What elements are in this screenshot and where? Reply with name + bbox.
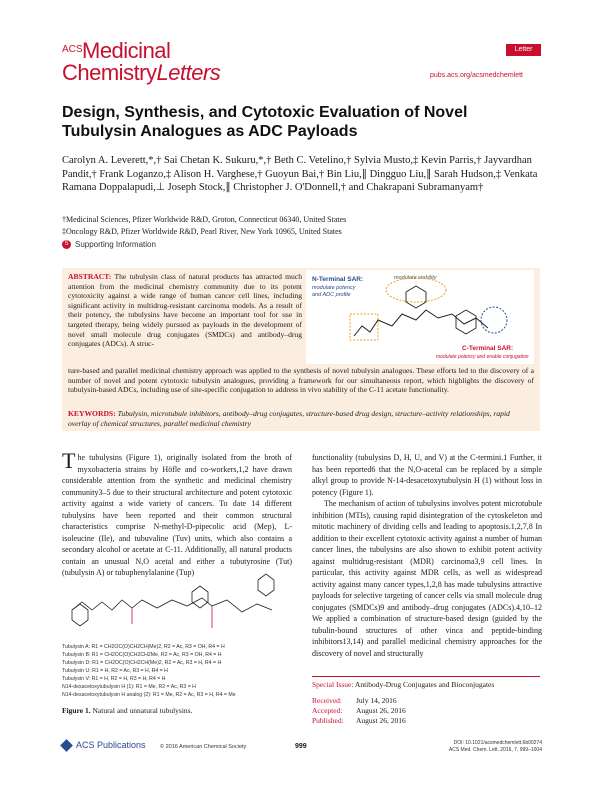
affiliation-1: †Medicinal Sciences, Pfizer Worldwide R&D, Groton, Connecticut 06340, United States [62,215,347,224]
fig1-line-3: Tubulysin D: R1 = CH2OC(O)CH2CH(Me)2, R2 = Ac, R3 = H, R4 = H [62,660,222,666]
keywords [68,409,534,428]
logo-chemistry: Chemistry [62,60,157,85]
supporting-label: Supporting Information [75,240,156,249]
body-right-paragraph-2: The mechanism of action of tubulysins involves potent microtubule inhibition (MTIs), causing rapid disintegration of the cytoskeleton and mitotic machinery of dividing cells and leading to apoptosis.1,2,7,8 In addition to their excellent cytotoxic activity against a number of human cancer lines, the tubulysins are also shown to exhibit potent activity against multidrug-resistant (MDR) carcinoma3,9 cell lines. In particular, this activity against MDR cells, as well as widespread activity against many cancer types,1,2,8 has made tubulysins attractive payloads for selective targeting of cancer cells via small molecule drug conjugates (SMDCs)9 and antibody–drug conjugates (ADCs).4,10–12 We applied a combination of structure-based design (guided by the tubulin-bound structures of other vinca and peptide-binding inhibitors13,14) and parallel medicinal chemistry approaches for the discovery of novel and structurally [312,499,542,658]
keywords-list: Tubulysin, microtubule inhibitors, antibody–drug conjugates, structure-based drug design, structure–activity relationships, rapid overlay of chemical structures, parallel medicinal chemistry [68,409,510,428]
special-issue-text: Antibody-Drug Conjugates and Bioconjugates [354,680,495,689]
abstract-body-1: The tubulysin class of natural products has attracted much attention from the medicinal chemistry community due to its potent cytotoxicity against a wide range of human cancer cell lines, including significant activity in multidrug-resistant carcinoma models. As a result of their potency, the tubulysins have become an important tool for use in targeted therapy, being widely pursued as payloads in the development of novel small molecule drug conjugates (SMDCs) and antibody–drug conjugates (ADCs). A struc- [68,272,303,349]
article-type-badge: Letter [506,44,541,56]
toc-n-terminal-sub2: and ADC profile [312,292,351,298]
article-title: Design, Synthesis, and Cytotoxic Evaluation of Novel Tubulysin Analogues as ADC Payloads [62,104,468,140]
date-received-value: July 14, 2016 [356,696,397,705]
journal-logo-line2 [62,60,220,86]
figure-caption-text: Natural and unnatural tubulysins. [92,706,193,715]
fig1-ring-3 [258,574,274,596]
date-published-value: August 26, 2016 [356,716,406,725]
fig1-line-7: N14-desacetoxytubulysin H analog (2): R1 = Me, R2 = Ac, R3 = H, R4 = Me [62,692,236,698]
special-issue-heading: Special Issue: [312,680,354,689]
toc-mod-stab: modulate stability [394,275,437,281]
date-published [312,716,540,726]
page-number: 999 [295,743,307,750]
supporting-info-icon: S [62,240,71,249]
fig1-backbone [72,598,272,612]
special-issue [312,676,540,690]
date-accepted-label: Accepted: [312,706,343,715]
figure-caption-label: Figure 1. [62,706,91,715]
fig1-line-1: Tubulysin A: R1 = CH2OC(O)CH2CH(Me)2, R2 = Ac, R3 = OH, R4 = H [62,644,225,650]
abstract-text-part1 [68,272,302,349]
journal-logo-line1: Medicinal [82,38,171,63]
toc-n-terminal-sub1: modulate potency [312,285,356,291]
toc-n-terminal-label: N-Terminal SAR: [312,276,364,283]
date-received-label: Received: [312,696,342,705]
supporting-information-link[interactable] [62,240,156,249]
toc-graphic [306,270,534,364]
fig1-line-5: Tubulysin V: R1 = H, R2 = H, R3 = H, R4 = H [62,676,166,682]
fig1-ring-2 [192,586,208,608]
body-column-left [62,448,292,579]
footer-copyright: © 2016 American Chemical Society [160,744,247,750]
date-published-label: Published: [312,716,344,725]
logo-acs: ACS [62,44,83,55]
journal-url[interactable]: pubs.acs.org/acsmedchemlett [430,72,523,79]
fig1-line-2: Tubulysin B: R1 = CH2OC(O)CH2CH2Me, R2 = Ac, R3 = OH, R4 = H [62,652,222,658]
logo-letters: Letters [156,60,221,85]
fig1-line-6: N14-desacetoxytubulysin H (1): R1 = Me, R2 = Ac, R3 = H [62,684,196,690]
date-received [312,696,540,706]
body-left-paragraph-1: he tubulysins (Figure 1), originally isolated from the broth of myxobacteria strains by Höfle and co-workers,1,2 have drawn considerable attention from the synthetic and medicinal chemistry community3–5 due to their structural architecture and potent cytotoxic activity against a wide variety of cancers. To date 14 different tubulysins have been reported and their common structural characteristics comprise N-methyl-D-pipecolic acid (Mep), L-isoleucine (Ile), and tubuvaline (Tuv) units, which also contains a secondary alcohol or acetate at C-11. Additionally, all natural products contain an unusual N,O acetal and either a tubutyrosine (Tut) (tubulysin A) or tubuphenylalanine (Tup) [62,453,292,577]
date-accepted-value: August 26, 2016 [356,706,406,715]
footer-doi [440,740,542,754]
date-accepted [312,706,540,716]
doi-line[interactable]: DOI: 10.1021/acsmedchemlett.6b00274 [453,740,542,746]
figure-1-caption [62,706,192,715]
body-right-paragraph-1: functionality (tubulysins D, H, U, and V) at the C-termini.1 Further, it has been reported6 that the N,O-acetal can be replaced by a simple alkyl group to provide N-14-desacetoxytubulysin H (1) without loss in potency (Figure 1). [312,453,542,497]
acs-logo-icon [60,739,73,752]
acs-publications-text: ACS Publications [76,740,146,750]
toc-c-terminal-label: C-Terminal SAR: [462,345,514,352]
author-list: Carolyn A. Leverett,*,† Sai Chetan K. Sukuru,*,† Beth C. Vetelino,† Sylvia Musto,‡ Kevin Parris,† Jayvardhan Pandit,† Frank Loganzo,‡ Alison H. Varghese,† Guoyun Bai,† Bin Liu,∥ Dingguo Liu,∥ Sarah Hudson,‡ Venkata Ramana Doppalapudi,⊥ Joseph Stock,∥ Christopher J. O'Donnell,† and Chakrapani Subramanyam† [62,155,538,193]
figure-1 [62,570,292,702]
body-column-right [312,452,542,659]
abstract-heading: ABSTRACT: [68,272,112,281]
drop-cap: T [62,448,76,473]
acs-publications-logo [62,740,146,750]
citation-line: ACS Med. Chem. Lett. 2016, 7, 999–1004 [448,747,542,753]
keywords-heading: KEYWORDS: [68,409,116,418]
fig1-line-4: Tubulysin U: R1 = H, R2 = Ac, R3 = H, R4 = H [62,668,168,674]
affiliations [62,214,540,238]
dates-block [312,696,540,726]
toc-c-terminal-sub: modulate potency and enable conjugation [436,354,529,360]
affiliation-2: ‡Oncology R&D, Pfizer Worldwide R&D, Pearl River, New York 10965, United States [62,227,342,236]
abstract-text-part2: ture-based and parallel medicinal chemistry approach was applied to the synthesis of novel tubulysin analogues. These efforts led to the discovery of a number of novel and potent cytotoxic tubulysin analogues, providing a framework for our simultaneous report, which highlights the discovery of tubulysin-based ADCs, including use of site-specific conjugation to address in vivo stability of the C-11 acetate functionality. [68,366,534,395]
fig1-ring-1 [72,604,88,626]
